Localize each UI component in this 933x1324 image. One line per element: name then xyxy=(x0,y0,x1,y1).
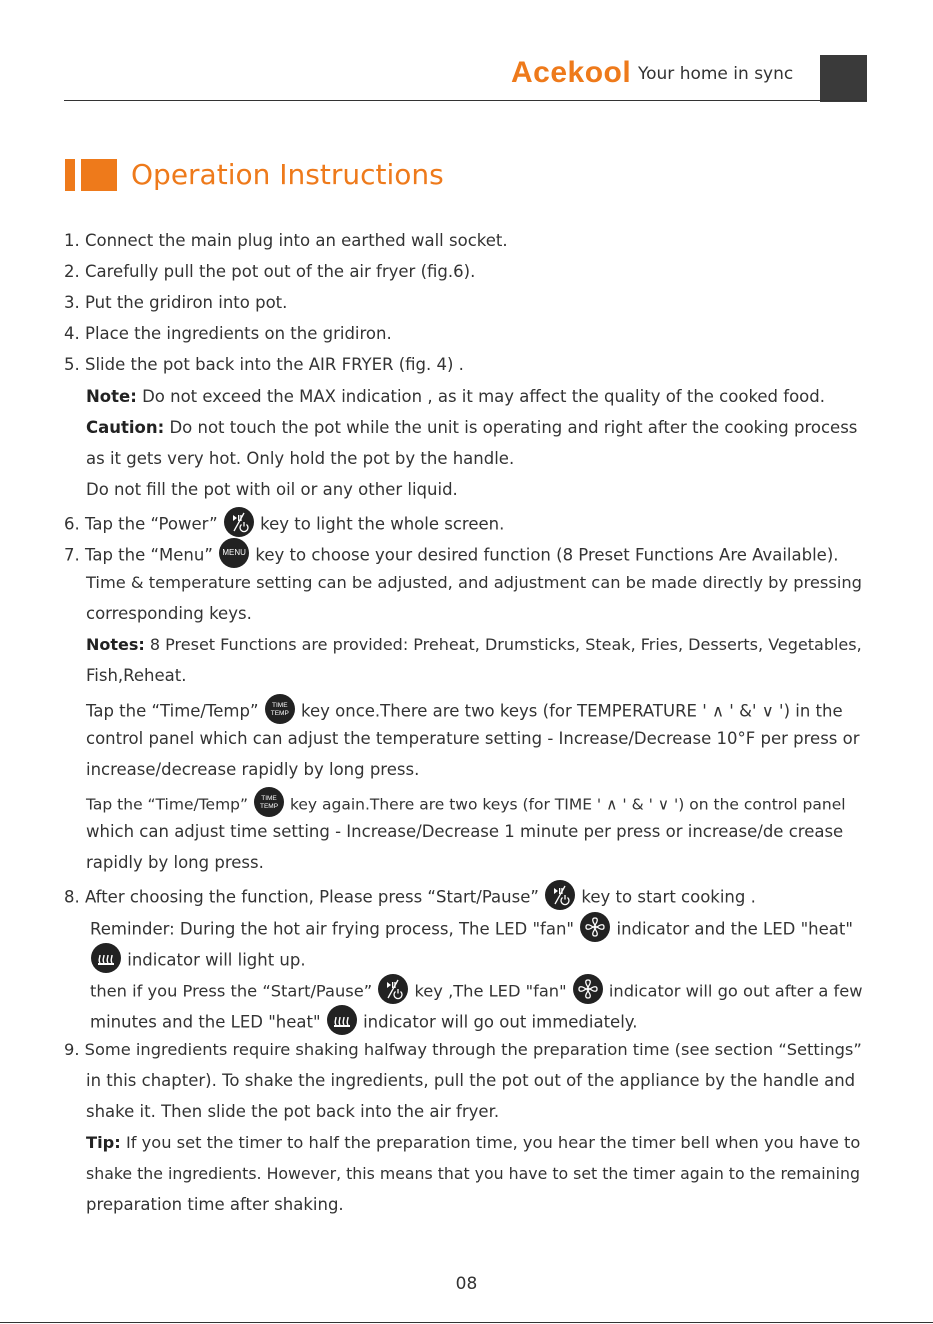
menu-icon: MENU xyxy=(219,538,249,568)
notes-continued: Fish,Reheat. xyxy=(86,666,187,685)
time-icon-label: TIME xyxy=(261,795,277,802)
brand-tagline: Your home in sync xyxy=(638,64,794,84)
reminder-text-c: indicator will light up. xyxy=(127,950,306,970)
time-temp-again xyxy=(86,790,846,820)
page-title: Operation Instructions xyxy=(131,158,444,191)
tip-cont-2: preparation time after shaking. xyxy=(86,1195,344,1214)
reminder-line xyxy=(90,915,853,945)
then-text-c: indicator will go out after a few xyxy=(608,981,863,1001)
step-9: 9. Some ingredients require shaking halfway through the preparation time (see section “Settings” xyxy=(64,1040,862,1059)
step-2: 2. Carefully pull the pot out of the air fryer (fig.6). xyxy=(64,262,476,281)
caution-line xyxy=(86,417,857,439)
tip-label: Tip: xyxy=(86,1133,121,1152)
temperature-adjust: control panel which can adjust the temperature setting - Increase/Decrease 10°F per press or xyxy=(86,729,860,748)
step-7 xyxy=(64,541,839,571)
minutes-line xyxy=(90,1008,637,1038)
temp-icon-label: TEMP xyxy=(270,710,289,717)
caution-continued: as it gets very hot. Only hold the pot by the handle. xyxy=(86,449,515,468)
time-temp-icon xyxy=(254,787,284,817)
step-9-cont-1: in this chapter). To shake the ingredients, pull the pot out of the appliance by the handle and xyxy=(86,1071,856,1090)
tip-cont-1: shake the ingredients. However, this means that you have to set the timer again to the remaining xyxy=(86,1164,861,1183)
temperature-adjust-cont: increase/decrease rapidly by long press. xyxy=(86,760,420,779)
step-3: 3. Put the gridiron into pot. xyxy=(64,293,288,312)
step-7-text-a: 7. Tap the “Menu” xyxy=(64,545,213,565)
note-line xyxy=(86,386,825,408)
time-temp-again-text-a: Tap the “Time/Temp” xyxy=(86,795,249,814)
step-5: 5. Slide the pot back into the AIR FRYER (fig. 4) . xyxy=(64,355,464,374)
step-1: 1. Connect the main plug into an earthed wall socket. xyxy=(64,231,508,250)
notes-line xyxy=(86,634,862,656)
time-icon-label: TIME xyxy=(272,702,288,709)
page-number: 08 xyxy=(455,1274,478,1294)
heat-icon xyxy=(91,943,121,973)
header-dark-box xyxy=(820,55,867,102)
fan-icon xyxy=(573,974,603,1004)
footer-divider xyxy=(0,1322,933,1323)
start-pause-icon xyxy=(545,880,575,910)
step-6-text-a: 6. Tap the “Power” xyxy=(64,514,218,534)
start-pause-icon xyxy=(378,974,408,1004)
time-adjust-cont: rapidly by long press. xyxy=(86,853,264,872)
caution-label: Caution: xyxy=(86,418,165,437)
time-adjust: which can adjust time setting - Increase/Decrease 1 minute per press or increase/de crease xyxy=(86,822,844,841)
tip-text: If you set the timer to half the preparation time, you hear the timer bell when you have to xyxy=(120,1133,861,1152)
note-label: Note: xyxy=(86,387,137,406)
time-temp-once xyxy=(86,697,843,727)
tip-line xyxy=(86,1132,860,1154)
temp-icon-label: TEMP xyxy=(259,803,279,810)
minutes-text-b: indicator will go out immediately. xyxy=(363,1012,638,1032)
note-text: Do not exceed the MAX indication , as it may affect the quality of the cooked food. xyxy=(136,387,825,406)
step-6 xyxy=(64,510,504,540)
heat-icon xyxy=(327,1005,357,1035)
title-accent-bar-small xyxy=(65,159,75,191)
then-text-b: key ,The LED "fan" xyxy=(414,981,567,1001)
step-8 xyxy=(64,883,756,913)
step-8-text-a: 8. After choosing the function, Please press “Start/Pause” xyxy=(64,887,539,907)
time-temp-again-text-b: key again.There are two keys (for TIME ' ∧ ' & ' ∨ ') on the control panel xyxy=(289,795,846,814)
then-line xyxy=(90,977,863,1007)
time-temp-once-text-b: key once.There are two keys (for TEMPERATURE ' ∧ ' &' ∨ ') in the xyxy=(301,701,843,721)
notes-text: 8 Preset Functions are provided: Preheat, Drumsticks, Steak, Fries, Desserts, Vegetables, xyxy=(144,635,862,654)
reminder-text-a: Reminder: During the hot air frying process, The LED "fan" xyxy=(90,919,575,939)
time-temp-icon xyxy=(265,694,295,724)
title-accent-bar-large xyxy=(81,159,117,191)
reminder-text-b: indicator and the LED "heat" xyxy=(616,919,853,939)
reminder-continued xyxy=(90,946,306,976)
brand-logo: Acekool xyxy=(511,56,632,89)
caution-text: Do not touch the pot while the unit is operating and right after the cooking process xyxy=(164,418,858,437)
fan-icon xyxy=(580,912,610,942)
step-7-detail-cont: corresponding keys. xyxy=(86,604,252,623)
notes-label: Notes: xyxy=(86,635,145,654)
step-7-detail: Time & temperature setting can be adjusted, and adjustment can be made directly by pressing xyxy=(86,573,862,592)
step-7-text-b: key to choose your desired function (8 Preset Functions Are Available). xyxy=(255,545,839,565)
step-9-cont-2: shake it. Then slide the pot back into the air fryer. xyxy=(86,1102,500,1121)
oil-warning: Do not fill the pot with oil or any other liquid. xyxy=(86,480,458,499)
step-4: 4. Place the ingredients on the gridiron. xyxy=(64,324,392,343)
then-text-a: then if you Press the “Start/Pause” xyxy=(90,981,373,1001)
minutes-text-a: minutes and the LED "heat" xyxy=(90,1012,321,1032)
step-6-text-b: key to light the whole screen. xyxy=(260,514,505,534)
time-temp-once-text-a: Tap the “Time/Temp” xyxy=(86,701,259,721)
power-icon xyxy=(224,507,254,537)
step-8-text-b: key to start cooking . xyxy=(581,887,756,907)
header-divider xyxy=(64,100,867,101)
